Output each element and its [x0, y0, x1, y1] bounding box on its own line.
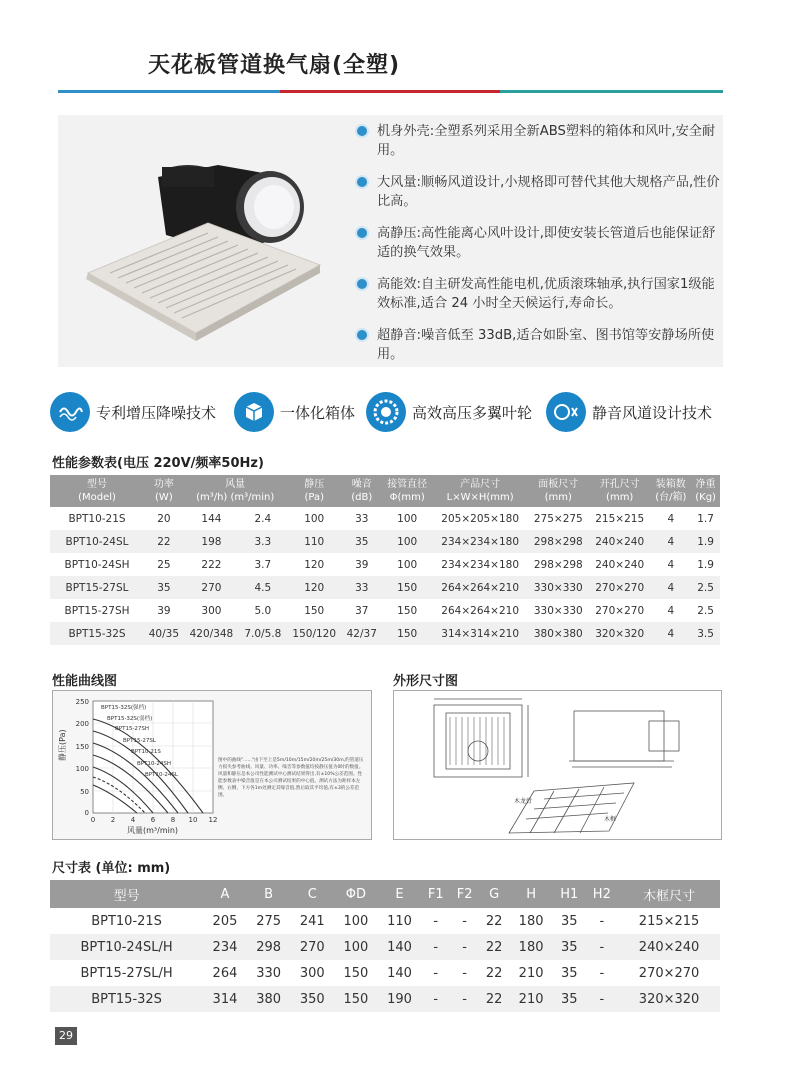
dim-header: E	[378, 880, 422, 908]
impeller-icon	[366, 392, 406, 432]
dim-cell: -	[586, 934, 619, 960]
perf-cell: 264×264×210	[441, 604, 520, 617]
perf-cell: 234×234×180	[433, 530, 528, 553]
perf-header: 接管直径 Φ(mm)	[382, 475, 433, 507]
dim-cell: -	[462, 913, 467, 929]
feature-item: 机身外壳:全塑系列采用全新ABS塑料的箱体和风叶,安全耐用。	[355, 122, 720, 160]
perf-cell: 25	[157, 558, 171, 571]
perf-cell: 198	[184, 530, 239, 553]
dim-header: H2	[586, 880, 619, 908]
perf-cell: 380×380	[528, 622, 589, 645]
dim-cell: 330	[256, 965, 282, 981]
dim-cell: -	[599, 965, 605, 981]
dim-cell: 240×240	[618, 934, 720, 960]
curve-note: 图中的曲线"......"由下至上是5m/10m/15m/20m/25m/30m,约管道压力损失参考曲线。风量、功率、噪音等参数值均按静压值为0时的数值。风量和静压是本公司性能测试中心测试结果得出,有±10%公差范围。性能参数表中噪音值是在本公司测试结果的中心值。测试方法为距样本左侧、右侧、下方各1m处测定其噪音值,然后取其平均值,有±3的公差范围。	[218, 758, 364, 798]
dim-header: 木框尺寸	[618, 880, 720, 908]
dim-cell: -	[450, 934, 479, 960]
perf-cell: 100	[304, 512, 325, 525]
dim-cell: -	[599, 913, 605, 929]
perf-cell: 150	[304, 604, 325, 617]
perf-header: 型号 (Model)	[50, 475, 144, 507]
perf-table-title: 性能参数表(电压 220V/频率50Hz)	[52, 456, 264, 471]
perf-cell: 33	[342, 576, 382, 599]
perf-cell: 4.5	[239, 576, 287, 599]
perf-cell: 3.7	[254, 558, 272, 571]
dim-cell: 35	[560, 965, 578, 981]
curve-y-label: 静压(Pa)	[58, 729, 67, 761]
perf-cell: 150	[382, 622, 433, 645]
perf-cell: 4	[667, 604, 675, 617]
perf-cell: BPT10-24SL	[50, 530, 144, 553]
dim-cell: 298	[247, 934, 291, 960]
perf-cell: 40/35	[144, 622, 184, 645]
curve-x-tick: 10	[188, 816, 198, 824]
perf-row	[50, 576, 720, 599]
dim-cell: 210	[518, 965, 544, 981]
dim-cell: -	[450, 986, 479, 1012]
perf-cell: 264×264×210	[433, 576, 528, 599]
curve-x-tick: 6	[150, 816, 156, 824]
dim-cell: 22	[479, 986, 509, 1012]
dim-cell: 350	[290, 986, 334, 1012]
bullet-icon	[357, 330, 367, 340]
perf-cell: 205×205×180	[441, 512, 520, 525]
dim-cell: 35	[553, 986, 586, 1012]
dim-header: F1	[421, 880, 450, 908]
perf-cell: 222	[201, 558, 222, 571]
curve-y-tick: 200	[75, 720, 89, 728]
perf-row	[50, 507, 720, 530]
dim-header: C	[290, 880, 334, 908]
perf-cell: 270×270	[595, 604, 645, 617]
dim-header: ΦD	[334, 880, 378, 908]
dim-cell: 300	[299, 965, 325, 981]
dim-header: G	[479, 880, 509, 908]
dim-cell: -	[462, 965, 467, 981]
dim-cell: 314	[203, 986, 247, 1012]
perf-cell: BPT10-21S	[68, 512, 126, 525]
dim-cell: BPT15-27SL/H	[80, 965, 173, 981]
dim-cell: 180	[509, 934, 553, 960]
dim-header: F2	[450, 880, 479, 908]
perf-cell: 39	[157, 604, 171, 617]
dim-cell: 180	[518, 913, 544, 929]
header-stripe-blue	[58, 90, 280, 93]
perf-cell: 150	[382, 576, 433, 599]
dim-cell: -	[586, 986, 619, 1012]
dim-cell: -	[433, 965, 439, 981]
dim-header: H	[509, 880, 553, 908]
curve-series-label: BPT15-27SL	[123, 738, 156, 744]
dim-table-title: 尺寸表 (单位: mm)	[52, 861, 171, 876]
curve-x-tick: 0	[90, 816, 96, 824]
bullet-icon	[357, 228, 367, 238]
perf-cell: 5.0	[254, 604, 272, 617]
perf-cell: 298×298	[533, 558, 583, 571]
perf-header: 装箱数 (台/箱)	[650, 475, 691, 507]
perf-cell: BPT15-27SL	[50, 576, 144, 599]
perf-header: 开孔尺寸 (mm)	[589, 475, 650, 507]
perf-cell: 3.5	[691, 622, 720, 645]
curve-y-tick: 150	[75, 743, 89, 751]
perf-cell: 4	[667, 558, 675, 571]
tech-badge: 静音风道设计技术	[546, 390, 712, 434]
duct-icon	[546, 392, 586, 432]
curve-y-tick: 250	[75, 698, 89, 706]
curve-x-tick: 4	[130, 816, 136, 824]
perf-cell: 120	[287, 576, 342, 599]
perf-cell: 215×215	[595, 512, 645, 525]
outline-panel	[393, 690, 722, 840]
perf-row	[50, 553, 720, 576]
perf-cell: 314×314×210	[433, 622, 528, 645]
perf-cell: 100	[397, 512, 418, 525]
dim-cell: 22	[485, 913, 503, 929]
dim-header: B	[247, 880, 291, 908]
dim-cell: 35	[560, 913, 578, 929]
perf-cell: 240×240	[589, 530, 650, 553]
perf-row	[50, 622, 720, 645]
perf-table	[50, 475, 720, 645]
perf-cell: 42/37	[342, 622, 382, 645]
perf-cell: 1.9	[697, 558, 714, 571]
page-title: 天花板管道换气扇(全塑)	[148, 53, 401, 78]
perf-header: 净重 (Kg)	[691, 475, 720, 507]
tech-badges	[50, 390, 750, 434]
bullet-icon	[357, 126, 367, 136]
dim-cell: -	[421, 986, 450, 1012]
dim-cell: 140	[378, 934, 422, 960]
dim-cell: 190	[378, 986, 422, 1012]
dim-cell: 110	[387, 913, 412, 929]
dim-cell: 100	[343, 913, 369, 929]
dim-cell: BPT10-24SL/H	[50, 934, 203, 960]
outline-label-wood-keel: 木龙骨	[514, 798, 533, 805]
curve-y-tick: 50	[80, 788, 89, 796]
feature-item: 超静音:噪音低至 33dB,适合如卧室、图书馆等安静场所使用。	[355, 326, 720, 364]
tech-badge: 高效高压多翼叶轮	[366, 390, 532, 434]
perf-cell: 234×234×180	[441, 558, 520, 571]
dim-cell: BPT15-32S	[50, 986, 203, 1012]
dim-cell: 320×320	[618, 986, 720, 1012]
perf-cell: 2.5	[697, 604, 714, 617]
product-hero-panel	[58, 115, 723, 367]
perf-header: 功率 (W)	[144, 475, 184, 507]
curve-series-label: BPT15-27SH	[115, 726, 150, 732]
dim-cell: 100	[334, 934, 378, 960]
perf-cell: 4	[650, 622, 691, 645]
perf-cell: 35	[144, 576, 184, 599]
perf-cell: BPT15-27SH	[64, 604, 130, 617]
perf-cell: 275×275	[533, 512, 583, 525]
dim-cell: 234	[203, 934, 247, 960]
perf-cell: 22	[144, 530, 184, 553]
dim-cell: 22	[485, 965, 503, 981]
dim-cell: 270	[290, 934, 334, 960]
perf-cell: 300	[201, 604, 222, 617]
perf-header: 风量 (m³/h) (m³/min)	[184, 475, 287, 507]
dim-cell: 241	[299, 913, 325, 929]
perf-cell: 4	[650, 530, 691, 553]
dim-cell: 270×270	[638, 965, 700, 981]
perf-cell: 2.4	[254, 512, 272, 525]
perf-cell: 2.5	[691, 576, 720, 599]
header-stripe-red	[280, 90, 500, 93]
outline-title: 外形尺寸图	[393, 674, 459, 689]
dim-cell: BPT10-21S	[91, 913, 162, 929]
dim-table	[50, 880, 720, 1012]
perf-cell: 4	[650, 576, 691, 599]
perf-cell: 20	[157, 512, 171, 525]
perf-cell: 4	[667, 512, 675, 525]
curve-y-tick: 0	[84, 809, 89, 817]
page-number: 29	[55, 1027, 77, 1045]
dim-header: H1	[553, 880, 586, 908]
outline-drawing	[394, 691, 721, 839]
perf-cell: BPT15-32S	[50, 622, 144, 645]
feature-item: 高能效:自主研发高性能电机,优质滚珠轴承,执行国家1级能效标准,适合 24 小时全天候运行,寿命长。	[355, 275, 720, 313]
dim-row	[50, 986, 720, 1012]
feature-item: 大风量:顺畅风道设计,小规格即可替代其他大规格产品,性价比高。	[355, 173, 720, 211]
perf-cell: 330×330	[528, 576, 589, 599]
dim-row	[50, 934, 720, 960]
perf-cell: 240×240	[595, 558, 645, 571]
perf-cell: 330×330	[533, 604, 583, 617]
dim-cell: -	[421, 934, 450, 960]
dim-cell: 140	[387, 965, 412, 981]
dim-cell: 150	[343, 965, 369, 981]
perf-cell: 110	[287, 530, 342, 553]
header-stripe-teal	[500, 90, 723, 93]
curve-series-label: BPT15-32S(强档)	[101, 705, 147, 711]
perf-cell: 150/120	[287, 622, 342, 645]
bullet-icon	[357, 279, 367, 289]
perf-header: 噪音 (dB)	[342, 475, 382, 507]
tech-badge: 一体化箱体	[234, 390, 355, 434]
perf-cell: 320×320	[589, 622, 650, 645]
dim-header: A	[203, 880, 247, 908]
perf-cell: BPT10-24SH	[64, 558, 130, 571]
wave-icon	[50, 392, 90, 432]
dim-cell: 380	[247, 986, 291, 1012]
dim-cell: 22	[479, 934, 509, 960]
curve-series-label: BPT10-21S	[131, 749, 161, 755]
dim-cell: 150	[334, 986, 378, 1012]
curve-series-label: BPT10-24SL	[145, 772, 178, 778]
dim-cell: -	[433, 913, 439, 929]
dim-row	[50, 908, 720, 934]
dim-cell: 275	[256, 913, 282, 929]
perf-cell: 420/348	[184, 622, 239, 645]
perf-cell: 3.3	[239, 530, 287, 553]
curve-y-tick: 100	[75, 765, 89, 773]
perf-header: 产品尺寸 L×W×H(mm)	[433, 475, 528, 507]
perf-cell: 39	[355, 558, 369, 571]
tech-badge: 专利增压降噪技术	[50, 390, 216, 434]
dim-row	[50, 960, 720, 986]
perf-header: 静压 (Pa)	[287, 475, 342, 507]
curve-x-tick: 2	[110, 816, 116, 824]
curve-title: 性能曲线图	[52, 674, 118, 689]
curve-panel	[52, 690, 372, 840]
box-icon	[234, 392, 274, 432]
perf-cell: 1.9	[691, 530, 720, 553]
perf-row	[50, 530, 720, 553]
dim-cell: 35	[553, 934, 586, 960]
perf-cell: 7.0/5.8	[239, 622, 287, 645]
perf-cell: 35	[342, 530, 382, 553]
dim-cell: 210	[509, 986, 553, 1012]
dim-cell: 264	[212, 965, 238, 981]
feature-list	[355, 122, 720, 377]
product-image	[58, 115, 348, 365]
perf-cell: 270×270	[589, 576, 650, 599]
curve-series-label: BPT10-24SH	[137, 761, 172, 767]
perf-cell: 33	[355, 512, 369, 525]
perf-cell: 298×298	[528, 530, 589, 553]
curve-x-tick: 8	[170, 816, 176, 824]
dim-cell: 215×215	[638, 913, 700, 929]
perf-cell: 270	[184, 576, 239, 599]
perf-cell: 150	[397, 604, 418, 617]
perf-header: 面板尺寸 (mm)	[528, 475, 589, 507]
perf-cell: 144	[201, 512, 222, 525]
curve-series-label: BPT15-32S(弱档)	[107, 716, 153, 722]
feature-item: 高静压:高性能离心风叶设计,即使安装长管道后也能保证舒适的换气效果。	[355, 224, 720, 262]
curve-x-tick: 12	[208, 816, 218, 824]
perf-row	[50, 599, 720, 622]
outline-label-wood-frame: 木框	[604, 816, 617, 823]
perf-cell: 1.7	[697, 512, 714, 525]
perf-cell: 37	[355, 604, 369, 617]
bullet-icon	[357, 177, 367, 187]
dim-cell: 205	[212, 913, 238, 929]
perf-cell: 100	[397, 558, 418, 571]
dim-header: 型号	[50, 880, 203, 908]
perf-cell: 100	[382, 530, 433, 553]
perf-cell: 120	[304, 558, 325, 571]
curve-x-label: 风量(m³/min)	[127, 826, 179, 835]
